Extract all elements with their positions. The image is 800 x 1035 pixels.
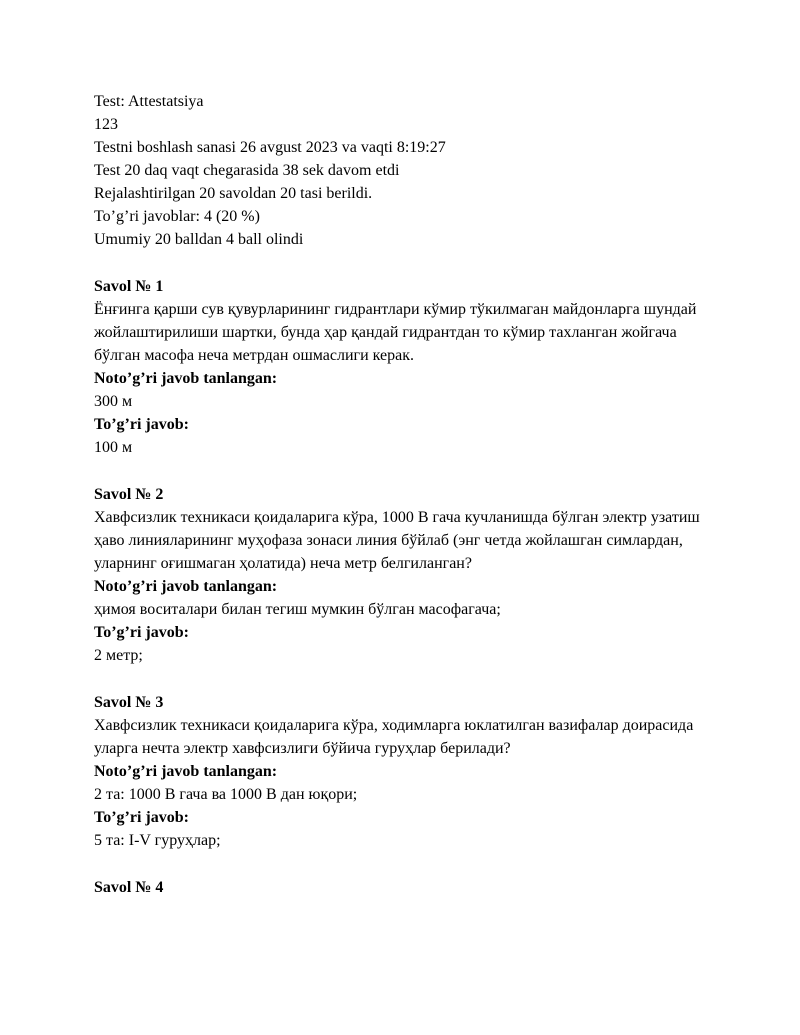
test-summary	[94, 90, 704, 251]
correct-answer-label: To’g’ri javob:	[94, 809, 189, 826]
correct-answer-label: To’g’ri javob:	[94, 416, 189, 433]
wrong-answer-label: Noto’g’ri javob tanlangan:	[94, 370, 278, 387]
wrong-answer-text: 2 та: 1000 В гача ва 1000 В дан юқори;	[94, 786, 358, 803]
wrong-answer-text: ҳимоя воситалари билан тегиш мумкин бўлган масофагача;	[94, 601, 501, 618]
test-duration: Test 20 daq vaqt chegarasida 38 sek davom etdi	[94, 162, 400, 179]
test-score: Umumiy 20 balldan 4 ball olindi	[94, 231, 304, 248]
question-title: Savol № 1	[94, 278, 164, 295]
test-start-date: Testni boshlash sanasi 26 avgust 2023 va vaqti 8:19:27	[94, 139, 446, 156]
question-block-3	[94, 691, 704, 852]
question-title: Savol № 3	[94, 694, 164, 711]
correct-answer-label: To’g’ri javob:	[94, 624, 189, 641]
question-title: Savol № 2	[94, 486, 164, 503]
wrong-answer-label: Noto’g’ri javob tanlangan:	[94, 763, 278, 780]
test-correct-answers: To’g’ri javoblar: 4 (20 %)	[94, 208, 260, 225]
question-title: Savol № 4	[94, 879, 164, 896]
test-question-count: Rejalashtirilgan 20 savoldan 20 tasi berildi.	[94, 185, 373, 202]
correct-answer-text: 5 та: I-V гуруҳлар;	[94, 832, 221, 849]
question-text: Ёнғинга қарши сув қувурларининг гидрантлари кўмир тўкилмаган майдонларга шундай жойлаштирилиши шартки, бунда ҳар қандай гидрантдан то кўмир тахланган жойгача бўлган масофа неча метрдан ошмаслиги керак.	[94, 301, 697, 364]
question-text: Хавфсизлик техникаси қоидаларига кўра, ходимларга юклатилган вазифалар доирасида уларга нечта электр хавфсизлиги бўйича гуруҳлар берилади?	[94, 717, 694, 757]
correct-answer-text: 100 м	[94, 439, 133, 456]
question-text: Хавфсизлик техникаси қоидаларига кўра, 1000 В гача кучланишда бўлган электр узатиш ҳаво линияларининг муҳофаза зонаси линия бўйлаб (энг четда жойлашган симлардан, уларнинг оғишмаган ҳолатида) неча метр белгиланган?	[94, 509, 700, 572]
question-block-4	[94, 876, 704, 899]
correct-answer-text: 2 метр;	[94, 647, 143, 664]
question-block-1	[94, 275, 704, 459]
wrong-answer-label: Noto’g’ri javob tanlangan:	[94, 578, 278, 595]
test-title: Test: Attestatsiya	[94, 93, 204, 110]
wrong-answer-text: 300 м	[94, 393, 133, 410]
question-block-2	[94, 483, 704, 667]
test-code: 123	[94, 116, 118, 133]
